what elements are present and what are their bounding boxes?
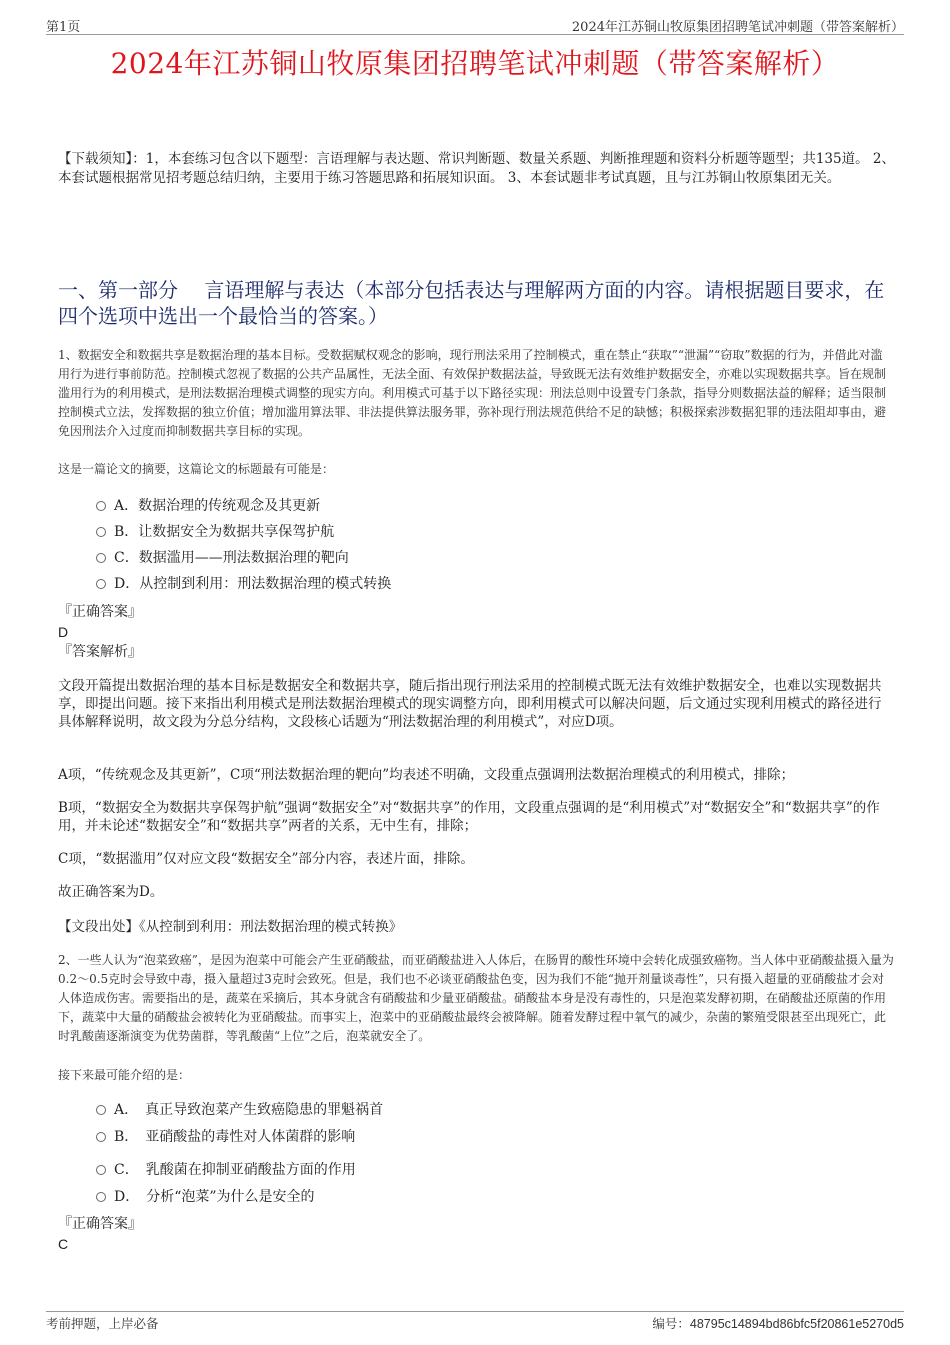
radio-icon[interactable] bbox=[96, 527, 106, 537]
q1-stem: 1、数据安全和数据共享是数据治理的基本目标。受数据赋权观念的影响，现行刑法采用了控制模式，重在禁止“获取”“泄漏”“窃取”数据的行为，并借此对滥用行为进行事前防范。控制模式忽视了数据的公共产品属性，无法全面、有效保护数据法益，导致既无法有效维护数据安全，亦难以实现数据共享。旨在规制滥用行为的利用模式，是刑法数据治理模式调整的现实方向。利用模式可基于以下路径实现：刑法总则中设置专门条款，指导分则数据法益的解释；适当限制控制模式立法，发挥数据的独立价值；增加滥用算法罪、非法提供算法服务罪，弥补现行刑法规范供给不足的缺憾；积极探索涉数据犯罪的违法阻却事由，避免因刑法介入过度而抑制数据共享目标的实现。 bbox=[58, 348, 887, 438]
radio-icon[interactable] bbox=[96, 553, 106, 563]
page-number: 第1页 bbox=[46, 20, 81, 35]
q1-analysis-1: 文段开篇提出数据治理的基本目标是数据安全和数据共享，随后指出现行刑法采用的控制模式既无法有效维护数据安全，也难以实现数据共享，即提出问题。接下来指出利用模式是刑法数据治理模式的现实调整方向，即利用模式可以解决问题，后文通过实现利用模式的路径进行具体解释说明，故文段为分总分结构，文段核心话题为“刑法数据治理的利用模式”，对应D项。 bbox=[58, 678, 882, 730]
document-title: 2024年江苏铜山牧原集团招聘笔试冲刺题（带答案解析） bbox=[110, 47, 840, 80]
radio-icon[interactable] bbox=[96, 579, 106, 589]
header-doc-title: 2024年江苏铜山牧原集团招聘笔试冲刺题（带答案解析） bbox=[571, 20, 904, 35]
radio-icon[interactable] bbox=[96, 1132, 106, 1142]
q2-option-c[interactable]: C． 乳酸菌在抑制亚硝酸盐方面的作用 bbox=[96, 1160, 896, 1180]
q1-source: 【文段出处】《从控制到利用：刑法数据治理的模式转换》 bbox=[58, 919, 403, 935]
q1-analysis-2: A项，“传统观念及其更新”，C项“刑法数据治理的靶向”均表述不明确，文段重点强调刑法数据治理模式的利用模式，排除； bbox=[58, 767, 795, 783]
radio-icon[interactable] bbox=[96, 1105, 106, 1115]
q2-option-b[interactable]: B． 亚硝酸盐的毒性对人体菌群的影响 bbox=[96, 1127, 896, 1147]
q2-option-d[interactable]: D． 分析“泡菜”为什么是安全的 bbox=[96, 1187, 896, 1207]
radio-icon[interactable] bbox=[96, 1165, 106, 1175]
q1-analysis-4: C项，“数据滥用”仅对应文段“数据安全”部分内容，表述片面，排除。 bbox=[58, 851, 474, 867]
footer-divider bbox=[46, 1311, 904, 1312]
q1-option-d[interactable]: D．从控制到利用：刑法数据治理的模式转换 bbox=[96, 574, 896, 594]
radio-icon[interactable] bbox=[96, 501, 106, 511]
footer-slogan: 考前押题，上岸必备 bbox=[46, 1316, 159, 1331]
q2-stem: 2、一些人认为“泡菜致癌”，是因为泡菜中可能会产生亚硝酸盐，而亚硝酸盐进入人体后，在肠胃的酸性环境中会转化成强致癌物。当人体中亚硝酸盐摄入量为0.2～0.5克时会导致中毒，摄入量超过3克时会致死。但是，我们也不必谈亚硝酸盐色变，因为我们不能“抛开剂量谈毒性”，只有摄入超量的亚硝酸盐才会对人体造成伤害。需要指出的是，蔬菜在采摘后，其本身就含有硝酸盐和少量亚硝酸盐。硝酸盐本身是没有毒性的，只是泡菜发酵初期，在硝酸盐还原菌的作用下，蔬菜中大量的硝酸盐会被转化为亚硝酸盐。而事实上，泡菜中的亚硝酸盐最终会被降解。随着发酵过程中氧气的减少，杂菌的繁殖受限甚至出现死亡，此时乳酸菌逐渐演变为优势菌群，等乳酸菌“上位”之后，泡菜就安全了。 bbox=[58, 953, 894, 1043]
page-header bbox=[46, 14, 904, 35]
q2-question: 接下来最可能介绍的是： bbox=[58, 1068, 191, 1082]
download-notice: 【下载须知】：1，本套练习包含以下题型：言语理解与表达题、常识判断题、数量关系题、判断推理题和资料分析题等题型；共135道。 2、本套试题根据常见招考题总结归纳，主要用于练习答题思路和拓展知识面。 3、本套试题非考试真题，且与江苏铜山牧原集团无关。 bbox=[58, 151, 895, 186]
section-heading: 一、第一部分 言语理解与表达（本部分包括表达与理解两方面的内容。请根据题目要求，在四个选项中选出一个最恰当的答案。） bbox=[58, 278, 885, 328]
q1-analysis-5: 故正确答案为D。 bbox=[58, 884, 164, 900]
q1-answer: D bbox=[58, 624, 69, 640]
q1-answer-label: 『正确答案』 bbox=[58, 604, 142, 620]
q1-option-a[interactable]: A．数据治理的传统观念及其更新 bbox=[96, 496, 896, 516]
q1-analysis-3: B项，“数据安全为数据共享保驾护航”强调“数据安全”对“数据共享”的作用，文段重点强调的是“利用模式”对“数据安全”和“数据共享”的作用，并未论述“数据安全”和“数据共享”两者的关系，无中生有，排除； bbox=[58, 800, 880, 834]
q1-option-c[interactable]: C．数据滥用——刑法数据治理的靶向 bbox=[96, 548, 896, 568]
footer-doc-id: 编号：48795c14894bd86bfc5f20861e5270d5 bbox=[652, 1317, 904, 1331]
q2-answer-label: 『正确答案』 bbox=[58, 1216, 142, 1232]
q1-option-b[interactable]: B．让数据安全为数据共享保驾护航 bbox=[96, 522, 896, 542]
radio-icon[interactable] bbox=[96, 1192, 106, 1202]
q2-answer: C bbox=[58, 1236, 69, 1252]
q1-analysis-label: 『答案解析』 bbox=[58, 644, 142, 660]
q2-option-a[interactable]: A． 真正导致泡菜产生致癌隐患的罪魁祸首 bbox=[96, 1100, 896, 1120]
q1-question: 这是一篇论文的摘要，这篇论文的标题最有可能是： bbox=[58, 462, 335, 476]
